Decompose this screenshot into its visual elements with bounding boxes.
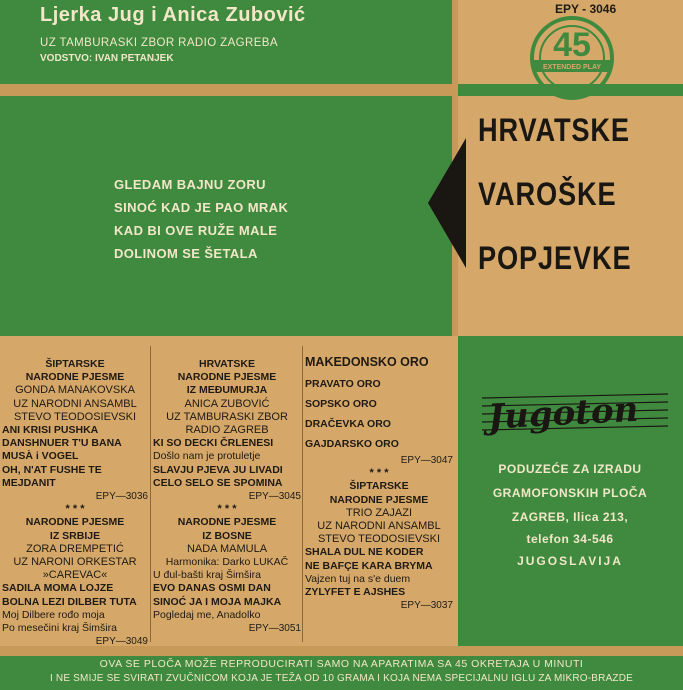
col2-song-1: KI SO DECKI ČRLENESI [153, 437, 274, 450]
catalog-column-2 [153, 358, 301, 635]
col1-artist-6: »CAREVAC« [42, 569, 108, 582]
company-line-3: ZAGREB, Ilica 213, [511, 510, 629, 524]
pointer-arrow-icon [428, 138, 468, 268]
company-line-4: telefon 34-546 [526, 532, 614, 546]
col3-catalog-1: EPY—3047 [400, 455, 453, 466]
jugoton-logo-text: Jugoton [487, 389, 640, 438]
column-divider-2 [302, 346, 303, 642]
jugoton-logo [480, 384, 670, 444]
col3-song-8: ZYLYFET E AJSHES [305, 586, 406, 599]
catalog-column-1 [2, 358, 148, 648]
col2-song-7: SINOĆ JA I MOJA MAJKA [153, 595, 282, 608]
extended-play-badge-icon [528, 14, 616, 102]
column-divider-1 [150, 346, 151, 642]
col1-song-1: ANI KRISI PUSHKA [2, 424, 99, 437]
title-line-2: VAROŠKE [478, 176, 617, 212]
col3-song-3: DRAČEVKA ORO [305, 418, 391, 430]
col3-song-5: SHALA DUL NE KODER [305, 546, 424, 559]
col1-artist-4: ZORA DREMPETIĆ [26, 542, 124, 555]
company-line-1: PODUZEĆE ZA IZRADU [498, 462, 642, 476]
col1-separator: * * * [65, 503, 85, 516]
col1-song-3: MUSÀ i VOGEL [2, 450, 79, 463]
col2-song-6: EVO DANAS OSMI DAN [153, 582, 271, 595]
footer-line-2: I NE SMIJE SE SVIRATI ZVUČNICOM KOJA JE TEŽA OD 10 GRAMA I KOJA NEMA SPECIJALNU IGLU ZA MIKRO-BRAZDE [49, 673, 634, 684]
col1-song-8: Moj Dilbere rođo moja [2, 608, 105, 621]
col1-artist-5: UZ NARONI ORKESTAR [13, 556, 137, 569]
col3-song-7: Vajzen tuj na s'e duem [305, 572, 411, 585]
col1-song-2: DANSHNUER T'U BANA [2, 437, 122, 450]
col2-song-5: U đul-bašti kraj Šimšira [153, 569, 261, 582]
col2-catalog-1: EPY—3045 [248, 491, 301, 503]
col1-song-7: BOLNA LEZI DILBER TUTA [2, 595, 137, 608]
col2-heading-1: HRVATSKE [198, 358, 255, 370]
catalog-number: EPY - 3046 [555, 2, 617, 16]
leader-text: VODSTVO: IVAN PETANJEK [40, 53, 174, 64]
company-line-2: GRAMOFONSKIH PLOČA [492, 486, 648, 500]
artists-title: Ljerka Jug i Anica Zubović [40, 4, 306, 26]
col2-heading-2: NARODNE PJESME [177, 371, 277, 384]
col3-artist-2: UZ NARODNI ANSAMBL [317, 520, 441, 533]
col3-song-6: NE BAFÇE KARA BRYMA [305, 559, 433, 572]
col3-artist-3: STEVO TEODOSIEVSKI [317, 533, 441, 546]
col3-catalog-2: EPY—3037 [400, 600, 453, 612]
col1-song-9: Po mesečini kraj Šimšira [2, 622, 117, 635]
title-line-3: POPJEVKE [478, 240, 632, 276]
track-4: DOLINOM SE ŠETALA [114, 246, 258, 261]
col2-song-2: Došlo nam je protuletje [153, 450, 261, 463]
col3-heading-3: NARODNE PJESME [329, 493, 429, 506]
col2-artist-5: Harmonika: Darko LUKAČ [165, 556, 289, 569]
col2-separator: * * * [217, 503, 237, 516]
col2-song-8: Pogledaj me, Anadolko [153, 608, 261, 621]
col2-heading-3: IZ MEĐUMURJA [186, 384, 268, 397]
badge-number: 45 [553, 26, 591, 64]
col3-song-2: SOPSKO ORO [305, 398, 377, 410]
track-1: GLEDAM BAJNU ZORU [114, 177, 266, 192]
col1-song-6: SADILA MOMA LOJZE [2, 582, 114, 595]
catalog-column-3 [305, 354, 453, 612]
col3-artist-1: TRIO ZAJAZI [346, 506, 412, 519]
accompaniment-text: UZ TAMBURASKI ZBOR RADIO ZAGREBA [40, 37, 278, 49]
col1-heading-3: NARODNE PJESME [25, 516, 125, 529]
footer-line-1: OVA SE PLOČA MOŽE REPRODUCIRATI SAMO NA APARATIMA SA 45 OKRETAJA U MINUTI [99, 658, 584, 670]
col2-heading-5: IZ BOSNE [202, 529, 252, 542]
col2-artist-3: RADIO ZAGREB [185, 424, 269, 437]
company-line-5: JUGOSLAVIJA [517, 554, 623, 568]
col1-heading-4: IZ SRBIJE [49, 529, 101, 542]
col1-song-4: OH, N'AT FUSHE TE [2, 463, 102, 476]
col3-heading-2: ŠIPTARSKE [349, 480, 409, 493]
track-3: KAD BI OVE RUŽE MALE [114, 223, 278, 238]
col1-artist-3: STEVO TEODOSIEVSKI [13, 410, 137, 423]
col2-song-3: SLAVJU PJEVA JU LIVADI [153, 463, 283, 476]
col2-artist-2: UZ TAMBURASKI ZBOR [166, 410, 288, 423]
col1-song-5: MEJDANIT [2, 476, 56, 489]
col2-song-4: CELO SELO SE SPOMINA [153, 476, 283, 489]
col2-catalog-2: EPY—3051 [248, 623, 301, 635]
col3-separator: * * * [369, 467, 389, 480]
col1-artist-2: UZ NARODNI ANSAMBL [13, 397, 137, 410]
col1-heading-1: ŠIPTARSKE [45, 358, 105, 370]
title-line-1: HRVATSKE [478, 112, 630, 148]
col3-heading-1: MAKEDONSKO ORO [305, 355, 429, 369]
track-2: SINOĆ KAD JE PAO MRAK [114, 200, 289, 215]
col1-artist-1: GONDA MANAKOVSKA [15, 384, 135, 397]
col1-catalog-1: EPY—3036 [95, 491, 148, 503]
col1-heading-2: NARODNE PJESME [25, 371, 125, 384]
badge-text: EXTENDED PLAY [542, 64, 602, 71]
col2-heading-4: NARODNE PJESME [177, 516, 277, 529]
col3-song-4: GAJDARSKO ORO [305, 438, 399, 450]
col3-song-1: PRAVATO ORO [305, 378, 381, 390]
col1-catalog-2: EPY—3049 [95, 636, 148, 648]
col2-artist-1: ANICA ZUBOVIĆ [184, 397, 270, 410]
col2-artist-4: NADA MAMULA [186, 542, 268, 555]
